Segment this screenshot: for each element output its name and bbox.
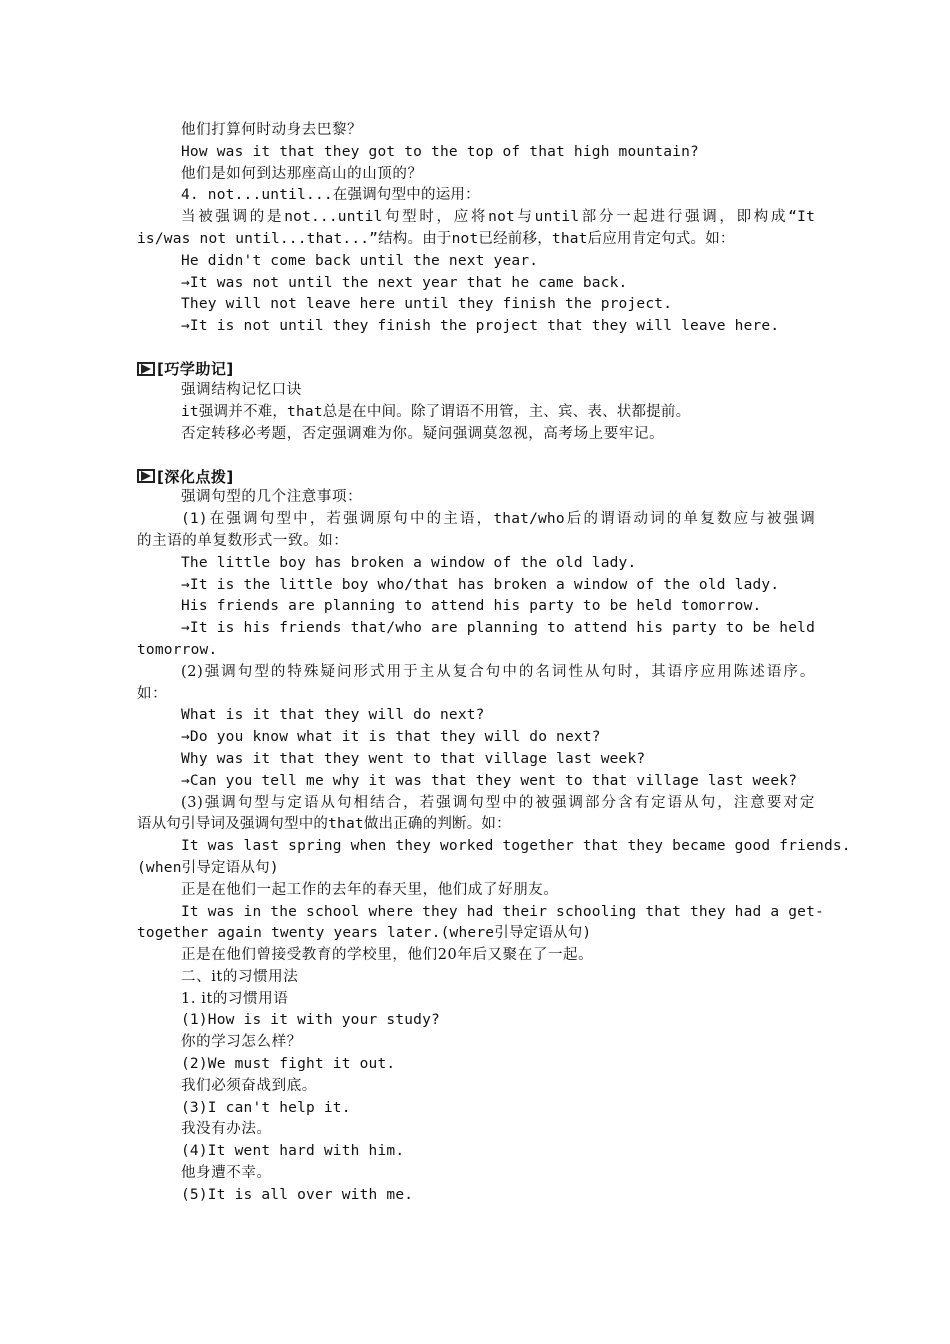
- text-line: →It is his friends that/who are planning to attend his party to be held: [181, 620, 816, 637]
- text-line: →It is the little boy who/that has broken a window of the old lady.: [181, 576, 780, 593]
- text-line: 二、it的习惯用法: [181, 968, 299, 985]
- text-line: Why was it that they went to that village last week?: [181, 750, 646, 767]
- text-line: 我们必须奋战到底。: [181, 1077, 317, 1094]
- text-line: 他们打算何时动身去巴黎？: [181, 122, 363, 138]
- text-line: (1)How is it with your study?: [181, 1012, 440, 1029]
- text-line: He didn't come back until the next year.: [181, 252, 539, 269]
- section-heading-mnemonic: [137, 358, 815, 380]
- text-line: (3)I can't help it.: [181, 1099, 351, 1116]
- text-line: They will not leave here until they finish the project.: [181, 296, 673, 313]
- text-line: 如：: [137, 685, 168, 702]
- text-line: (1)在强调句型中，若强调原句中的主语，that/who后的谓语动词的单复数应与被强调: [181, 511, 815, 528]
- text-line: 正是在他们一起工作的去年的春天里，他们成了好朋友。: [181, 881, 559, 898]
- text-line: 否定转移必考题，否定强调难为你。疑问强调莫忽视，高考场上要牢记。: [181, 425, 665, 442]
- section-heading-text: [深化点拨]: [157, 467, 234, 486]
- text-line: (5)It is all over with me.: [181, 1186, 414, 1203]
- section-heading-text: [巧学助记]: [157, 360, 234, 379]
- section-heading-deepening: [137, 465, 815, 487]
- text-line: 我没有办法。: [181, 1121, 272, 1138]
- text-line: 正是在他们曾接受教育的学校里，他们20年后又聚在了一起。: [181, 947, 594, 964]
- text-line: 强调结构记忆口诀: [181, 381, 302, 398]
- text-line: The little boy has broken a window of the old lady.: [181, 554, 637, 571]
- text-line: →Can you tell me why it was that they went to that village last week?: [181, 772, 798, 789]
- text-line: 当被强调的是not...until句型时，应将not与until部分一起进行强调，即构成“It: [181, 209, 815, 226]
- text-line: →It is not until they finish the project that they will leave here.: [181, 318, 780, 335]
- text-line: It was last spring when they worked together that they became good friends.: [181, 838, 851, 855]
- text-line: (when引导定语从句): [137, 859, 279, 876]
- deepening-paragraphs: [137, 487, 851, 1206]
- text-line: is/was not until...that...”结构。由于not已经前移，that后应用肯定句式。如：: [137, 230, 735, 247]
- text-line: What is it that they will do next?: [181, 707, 485, 724]
- text-line: 1. it的习惯用语: [181, 990, 289, 1007]
- play-arrow-icon: [137, 362, 155, 376]
- text-line: (3)强调句型与定语从句相结合，若强调句型中的被强调部分含有定语从句，注意要对定: [181, 794, 815, 811]
- document-body: [137, 120, 851, 1207]
- text-line: (2)We must fight it out.: [181, 1056, 396, 1073]
- mnemonic-paragraphs: [137, 380, 815, 445]
- text-line: →Do you know what it is that they will do next?: [181, 729, 601, 746]
- text-line: 他们是如何到达那座高山的山顶的？: [181, 165, 423, 182]
- text-line: His friends are planning to attend his party to be held tomorrow.: [181, 598, 762, 615]
- text-line: How was it that they got to the top of that high mountain?: [181, 143, 699, 160]
- text-line: →It was not until the next year that he came back.: [181, 274, 628, 291]
- text-line: 你的学习怎么样？: [181, 1034, 302, 1051]
- text-line: it强调并不难，that总是在中间。除了谓语不用管，主、宾、表、状都提前。: [181, 403, 691, 420]
- text-line: 语从句引导词及强调句型中的that做出正确的判断。如：: [137, 816, 511, 833]
- text-line: 强调句型的几个注意事项：: [181, 489, 363, 506]
- intro-paragraphs: [137, 120, 815, 338]
- text-line: (2)强调句型的特殊疑问形式用于主从复合句中的名词性从句时，其语序应用陈述语序。: [181, 663, 815, 680]
- play-arrow-icon: [137, 469, 155, 483]
- text-line: tomorrow.: [137, 641, 218, 658]
- text-line: (4)It went hard with him.: [181, 1143, 405, 1160]
- text-line: 的主语的单复数形式一致。如：: [137, 532, 349, 549]
- text-line: It was in the school where they had their schooling that they had a get-: [181, 903, 824, 920]
- text-line: together again twenty years later.(where引导定语从句): [137, 925, 592, 942]
- text-line: 4. not...until...在强调句型中的运用：: [181, 187, 480, 204]
- text-line: 他身遭不幸。: [181, 1165, 272, 1182]
